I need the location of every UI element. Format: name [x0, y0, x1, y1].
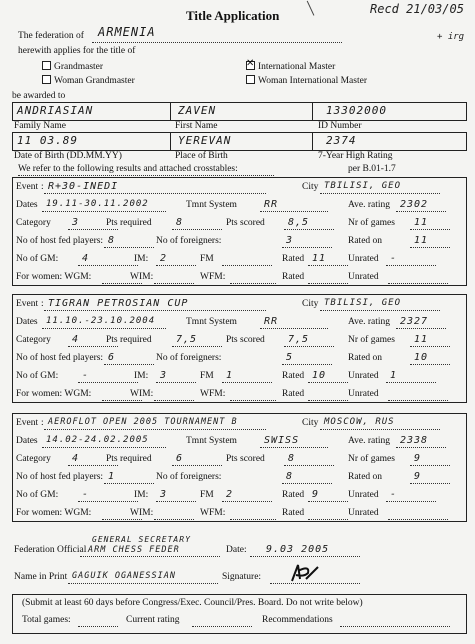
- dates-label: Dates: [16, 317, 38, 327]
- foreigners-value[interactable]: 3: [286, 235, 294, 246]
- rated-label: Rated: [282, 490, 305, 500]
- pts-required-label: Pts required: [106, 335, 152, 345]
- tmnt-system-value[interactable]: SWISS: [264, 435, 300, 446]
- unrated-label: Unrated: [348, 490, 379, 500]
- im-label: IM:: [134, 254, 149, 264]
- category-value[interactable]: 4: [72, 334, 80, 345]
- official-title-value[interactable]: GENERAL SECRETARY: [92, 535, 191, 544]
- host-fed-value[interactable]: 8: [108, 235, 116, 246]
- foreigners-value[interactable]: 8: [286, 471, 294, 482]
- unrated-label: Unrated: [348, 254, 379, 264]
- unrated-value[interactable]: -: [390, 489, 398, 500]
- pts-scored-value[interactable]: 7,5: [288, 334, 310, 345]
- colon: :: [41, 418, 44, 428]
- unrated-label: Unrated: [348, 371, 379, 381]
- title-option-gm[interactable]: Grandmaster: [42, 61, 103, 73]
- name-in-print-value[interactable]: GAGUIK OGANESSIAN: [72, 571, 176, 581]
- date-label: Date:: [226, 545, 247, 555]
- unrated-value[interactable]: 1: [390, 370, 398, 381]
- recommendations-label: Recommendations: [262, 615, 333, 625]
- no-gm-label: No of GM:: [16, 490, 59, 500]
- family-name-label: Family Name: [14, 121, 66, 131]
- per-rule: per B.01-1.7: [348, 164, 396, 174]
- foreigners-label: No of foreigners:: [156, 353, 222, 363]
- wfm-label: WFM:: [200, 508, 226, 518]
- dates-label: Dates: [16, 200, 38, 210]
- city-value[interactable]: TBILISI, GEO: [324, 298, 402, 308]
- id-number-label: ID Number: [318, 121, 362, 131]
- dob-value[interactable]: 11 03.89: [17, 134, 78, 147]
- host-fed-label: No of host fed players:: [16, 472, 104, 482]
- fm-label: FM: [200, 490, 214, 500]
- federation-label: The federation of: [18, 31, 84, 41]
- im-value[interactable]: 3: [160, 489, 168, 500]
- event-name-value[interactable]: R+30-INEDI: [48, 181, 119, 192]
- ave-rating-value[interactable]: 2327: [400, 316, 429, 327]
- event-label: Event: [16, 418, 39, 428]
- for-women-label: For women: WGM:: [16, 389, 92, 399]
- official-value[interactable]: ARM CHESS FEDER: [88, 545, 180, 555]
- name-in-print-label: Name in Print: [14, 572, 68, 582]
- colon: :: [41, 182, 44, 192]
- fm-label: FM: [200, 254, 214, 264]
- event-label: Event: [16, 299, 39, 309]
- family-name-value[interactable]: ANDRIASIAN: [17, 104, 94, 117]
- colon: :: [41, 299, 44, 309]
- rated-on-value[interactable]: 11: [414, 235, 429, 246]
- place-of-birth-label: Place of Birth: [175, 151, 228, 161]
- women-unrated-label: Unrated: [348, 389, 379, 399]
- foreigners-value[interactable]: 5: [286, 352, 294, 363]
- wim-label: WIM:: [130, 272, 154, 282]
- unrated-value[interactable]: -: [390, 253, 398, 264]
- wim-label: WIM:: [130, 389, 154, 399]
- host-fed-label: No of host fed players:: [16, 353, 104, 363]
- wim-label: WIM:: [130, 508, 154, 518]
- pts-scored-label: Pts scored: [226, 218, 265, 228]
- im-value[interactable]: 3: [160, 370, 168, 381]
- for-women-label: For women: WGM:: [16, 508, 92, 518]
- current-rating-label: Current rating: [126, 615, 180, 625]
- federation-value[interactable]: ARMENIA: [98, 25, 156, 39]
- category-label: Category: [16, 218, 51, 228]
- category-value[interactable]: 4: [72, 453, 80, 464]
- pts-scored-label: Pts scored: [226, 454, 265, 464]
- signature-label: Signature:: [222, 572, 262, 582]
- women-rated-label: Rated: [282, 389, 305, 399]
- total-games-label: Total games:: [22, 615, 71, 625]
- tmnt-system-value[interactable]: RR: [264, 199, 279, 210]
- im-label: IM:: [134, 371, 149, 381]
- refer-text: We refer to the following results and attached crosstables:: [18, 164, 238, 174]
- im-value[interactable]: 2: [160, 253, 168, 264]
- gm-value[interactable]: -: [82, 370, 90, 381]
- fm-value[interactable]: 2: [226, 489, 234, 500]
- tmnt-system-label: Tmnt System: [186, 317, 237, 327]
- pts-required-value[interactable]: 8: [176, 217, 184, 228]
- gm-value[interactable]: 4: [82, 253, 90, 264]
- corner-note: Recd 21/03/05: [370, 2, 464, 16]
- pts-required-label: Pts required: [106, 218, 152, 228]
- tmnt-system-label: Tmnt System: [186, 200, 237, 210]
- no-gm-label: No of GM:: [16, 371, 59, 381]
- place-of-birth-value[interactable]: YEREVAN: [178, 134, 232, 147]
- event-name-value[interactable]: TIGRAN PETROSIAN CUP: [48, 298, 189, 309]
- title-option-wgm[interactable]: Woman Grandmaster: [42, 75, 135, 87]
- dates-value[interactable]: 19.11-30.11.2002: [46, 199, 149, 209]
- city-label: City: [302, 299, 319, 309]
- city-value[interactable]: TBILISI, GEO: [324, 181, 402, 191]
- im-label: IM:: [134, 490, 149, 500]
- ave-rating-label: Ave. rating: [348, 200, 391, 210]
- signature-mark: [284, 561, 324, 585]
- nr-games-value[interactable]: 9: [414, 453, 422, 464]
- pen-stroke: [307, 0, 316, 15]
- pts-required-value[interactable]: 6: [176, 453, 184, 464]
- checkbox-icon[interactable]: [42, 75, 51, 84]
- player-dob-row: [12, 132, 467, 151]
- checkbox-checked-icon[interactable]: [246, 61, 255, 70]
- host-fed-value[interactable]: 1: [108, 471, 116, 482]
- rated-value[interactable]: 10: [312, 370, 327, 381]
- applies-label: herewith applies for the title of: [18, 46, 136, 56]
- tmnt-system-value[interactable]: RR: [264, 316, 279, 327]
- dob-label: Date of Birth (DD.MM.YY): [14, 151, 122, 161]
- category-value[interactable]: 3: [72, 217, 80, 228]
- official-label: Federation Official: [14, 545, 87, 555]
- women-rated-label: Rated: [282, 272, 305, 282]
- date-value[interactable]: 9.03 2005: [266, 544, 330, 555]
- rated-label: Rated: [282, 254, 305, 264]
- pts-scored-label: Pts scored: [226, 335, 265, 345]
- fm-value[interactable]: 1: [226, 370, 234, 381]
- host-fed-label: No of host fed players:: [16, 236, 104, 246]
- rated-on-value[interactable]: 10: [414, 352, 429, 363]
- dates-value[interactable]: 14.02-24.02.2005: [46, 435, 149, 445]
- tmnt-system-label: Tmnt System: [186, 436, 237, 446]
- first-name-value[interactable]: ZAVEN: [178, 104, 217, 117]
- id-number-value[interactable]: 13302000: [326, 104, 387, 117]
- ave-rating-value[interactable]: 2338: [400, 435, 429, 446]
- ave-rating-value[interactable]: 2302: [400, 199, 429, 210]
- nr-games-label: Nr of games: [348, 454, 395, 464]
- nr-games-label: Nr of games: [348, 335, 395, 345]
- ave-rating-label: Ave. rating: [348, 317, 391, 327]
- rating-value[interactable]: 2374: [326, 134, 357, 147]
- city-value[interactable]: MOSCOW, RUS: [324, 417, 395, 427]
- city-label: City: [302, 182, 319, 192]
- rated-label: Rated: [282, 371, 305, 381]
- category-label: Category: [16, 454, 51, 464]
- title-option-im[interactable]: ✕ International Master: [246, 61, 335, 73]
- first-name-label: First Name: [175, 121, 218, 131]
- host-fed-value[interactable]: 6: [108, 352, 116, 363]
- submit-note: (Submit at least 60 days before Congress/Exec. Council/Pres. Board. Do not write below): [22, 598, 363, 608]
- rating-label: 7-Year High Rating: [318, 151, 393, 161]
- wfm-label: WFM:: [200, 272, 226, 282]
- gm-value[interactable]: -: [82, 489, 90, 500]
- rated-value[interactable]: 11: [312, 253, 327, 264]
- pts-scored-value[interactable]: 8,5: [288, 217, 310, 228]
- no-gm-label: No of GM:: [16, 254, 59, 264]
- rated-on-label: Rated on: [348, 353, 383, 363]
- category-label: Category: [16, 335, 51, 345]
- rated-on-value[interactable]: 9: [414, 471, 422, 482]
- foreigners-label: No of foreigners:: [156, 236, 222, 246]
- fm-label: FM: [200, 371, 214, 381]
- dates-value[interactable]: 11.10.-23.10.2004: [46, 316, 156, 326]
- pts-required-label: Pts required: [106, 454, 152, 464]
- event-name-value[interactable]: AEROFLOT OPEN 2005 TOURNAMENT B: [48, 417, 238, 427]
- nr-games-label: Nr of games: [348, 218, 395, 228]
- rated-on-label: Rated on: [348, 236, 383, 246]
- checkbox-icon[interactable]: [246, 75, 255, 84]
- corner-note-2: + irg: [437, 32, 465, 42]
- page-title: Title Application: [186, 8, 280, 23]
- city-label: City: [302, 418, 319, 428]
- ave-rating-label: Ave. rating: [348, 436, 391, 446]
- rated-on-label: Rated on: [348, 472, 383, 482]
- event-label: Event: [16, 182, 39, 192]
- rated-value[interactable]: 9: [312, 489, 320, 500]
- nr-games-value[interactable]: 11: [414, 334, 429, 345]
- women-unrated-label: Unrated: [348, 272, 379, 282]
- women-rated-label: Rated: [282, 508, 305, 518]
- checkbox-icon[interactable]: [42, 61, 51, 70]
- dates-label: Dates: [16, 436, 38, 446]
- title-option-wim[interactable]: Woman International Master: [246, 75, 367, 87]
- women-unrated-label: Unrated: [348, 508, 379, 518]
- pts-required-value[interactable]: 7,5: [176, 334, 198, 345]
- awarded-label: be awarded to: [12, 91, 66, 101]
- wfm-label: WFM:: [200, 389, 226, 399]
- for-women-label: For women: WGM:: [16, 272, 92, 282]
- nr-games-value[interactable]: 11: [414, 217, 429, 228]
- pts-scored-value[interactable]: 8: [288, 453, 296, 464]
- foreigners-label: No of foreigners:: [156, 472, 222, 482]
